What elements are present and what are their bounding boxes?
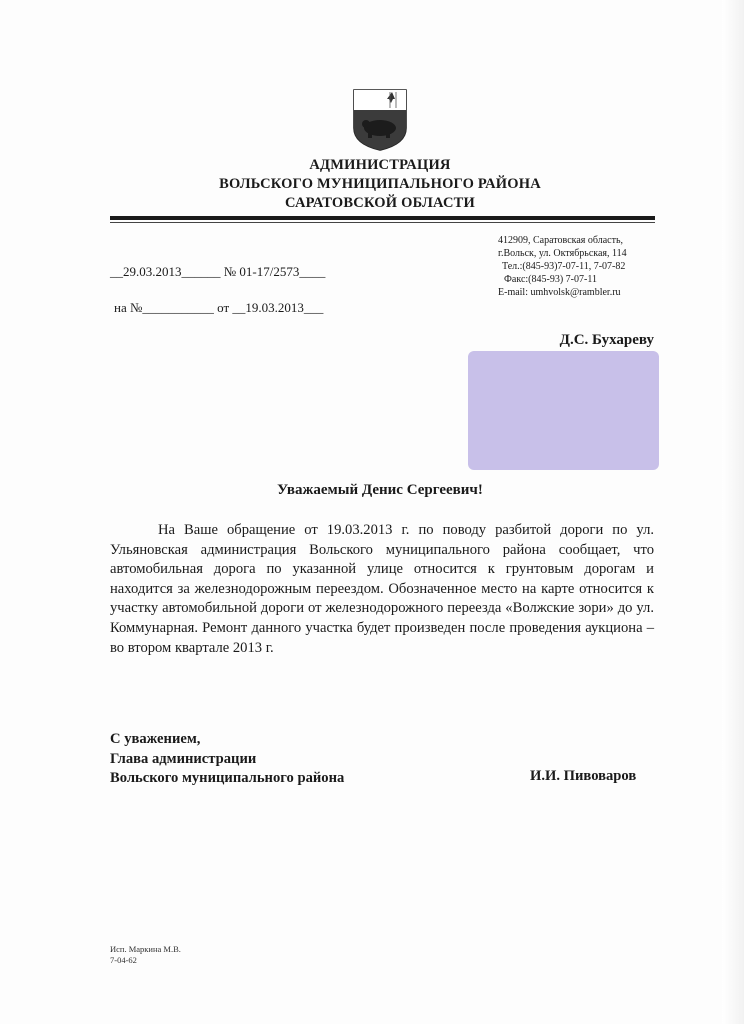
addressee-name: Д.С. Бухареву xyxy=(559,332,654,348)
executor-phone: 7-04-62 xyxy=(110,955,137,965)
paper-edge-shadow xyxy=(722,0,744,1024)
signer-organization: Вольского муниципального района xyxy=(110,770,345,786)
executor-name: Исп. Маркина М.В. xyxy=(110,944,181,954)
header-divider-thin xyxy=(110,222,655,223)
registration-date-number: __29.03.2013______ № 01-17/2573____ xyxy=(110,264,326,279)
contact-info xyxy=(498,234,658,299)
contact-address-line: 412909, Саратовская область, xyxy=(498,235,624,246)
signer-title: Глава администрации xyxy=(110,750,257,767)
executor-info xyxy=(110,944,181,966)
letter-body: На Ваше обращение от 19.03.2013 г. по поводу разбитой дороги по ул. Ульяновская администрация Вольского муниципального района сообщает, что автомобильная дорога по указанной улице относится к грунтовым дорогам и находится за железнодорожным переездом. Обозначенное место на карте относится к участку автомобильной дороги от железнодорожного переезда «Волжские зори» до ул. Коммунарная. Ремонт данного участка будет произведен после проведения аукциона – во втором квартале 2013 г. xyxy=(110,522,654,656)
header-line-3: САРАТОВСКОЙ ОБЛАСТИ xyxy=(285,195,475,211)
header-line-1: АДМИНИСТРАЦИЯ xyxy=(309,157,451,173)
contact-email-line: E-mail: umhvolsk@rambler.ru xyxy=(498,287,621,298)
redacted-address-block xyxy=(468,351,659,470)
header-divider xyxy=(110,216,655,220)
closing-phrase: С уважением, xyxy=(110,731,201,747)
coat-of-arms-icon xyxy=(352,88,408,152)
contact-city-line: г.Вольск, ул. Октябрьская, 114 xyxy=(498,248,627,259)
header-line-2: ВОЛЬСКОГО МУНИЦИПАЛЬНОГО РАЙОНА xyxy=(219,176,541,192)
signature-block xyxy=(110,730,344,789)
organization-header xyxy=(0,156,744,213)
salutation: Уважаемый Денис Сергеевич! xyxy=(277,482,483,498)
contact-phone-line: Тел.:(845-93)7-07-11, 7-07-82 xyxy=(502,261,626,272)
signer-name: И.И. Пивоваров xyxy=(530,768,637,784)
registration-reference: на №___________ от __19.03.2013___ xyxy=(114,300,324,315)
contact-fax-line: Факс:(845-93) 7-07-11 xyxy=(504,274,597,285)
